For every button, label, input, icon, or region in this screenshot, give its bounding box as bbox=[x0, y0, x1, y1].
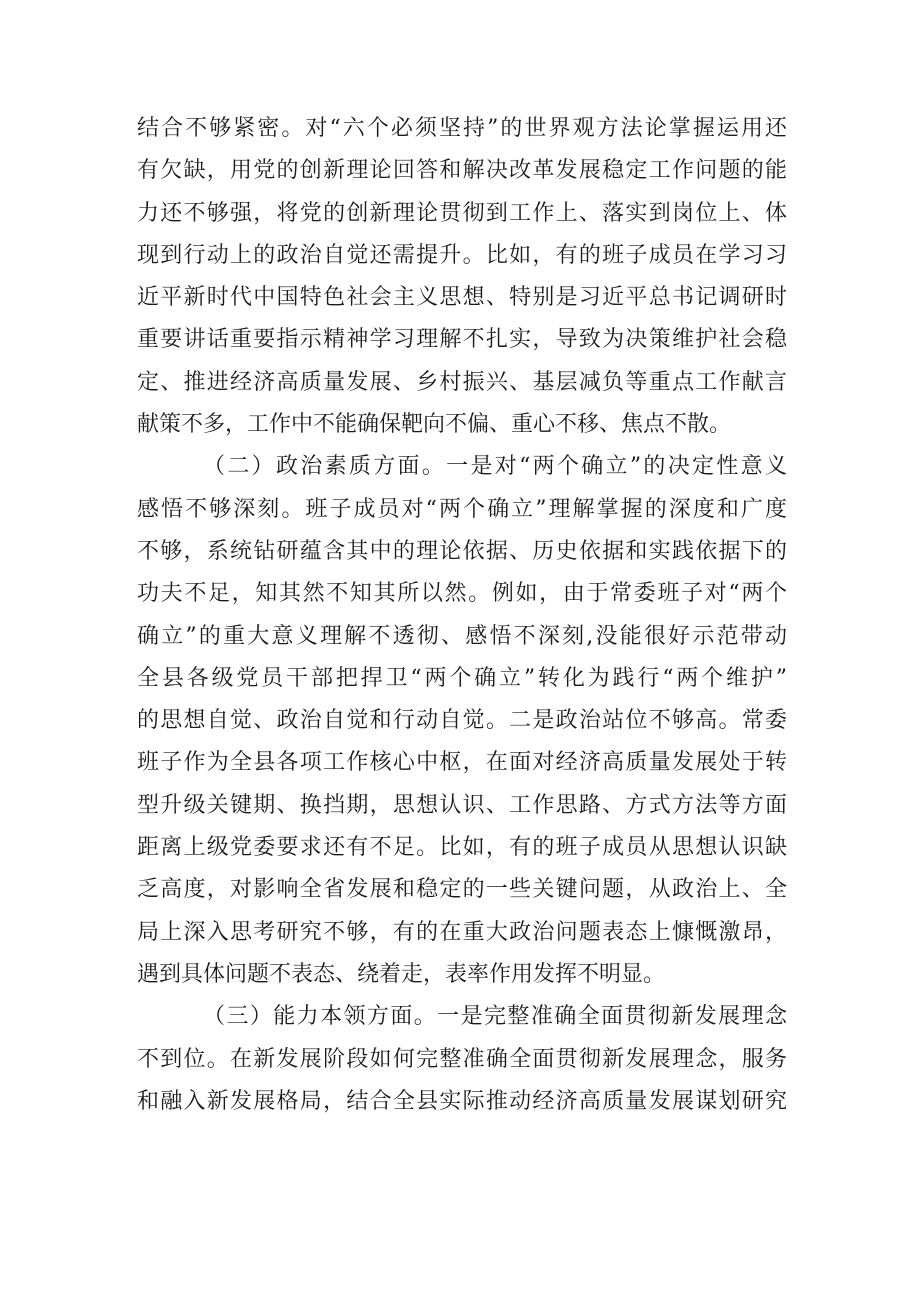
paragraph-line: 不够，系统钻研蕴含其中的理论依据、历史依据和实践依据下的 bbox=[137, 538, 787, 564]
paragraph-line: （二）政治素质方面。一是对“两个确立”的决定性意义 bbox=[203, 454, 787, 480]
paragraph-line: 力还不够强，将党的创新理论贯彻到工作上、落实到岗位上、体 bbox=[137, 200, 787, 226]
paragraph-line: （三）能力本领方面。一是完整准确全面贯彻新发展理念 bbox=[203, 1004, 787, 1030]
paragraph-line: 不到位。在新发展阶段如何完整准确全面贯彻新发展理念，服务 bbox=[137, 1046, 787, 1072]
paragraph-1 bbox=[137, 108, 787, 446]
paragraph-line: 结合不够紧密。对“六个必须坚持”的世界观方法论掌握运用还 bbox=[137, 116, 787, 141]
paragraph-3 bbox=[137, 996, 787, 1123]
document-body bbox=[137, 108, 787, 1123]
paragraph-2 bbox=[137, 446, 787, 996]
paragraph-line: 定、推进经济高质量发展、乡村振兴、基层减负等重点工作献言 bbox=[137, 369, 787, 395]
paragraph-line: 重要讲话重要指示精神学习理解不扎实，导致为决策维护社会稳 bbox=[137, 327, 787, 353]
paragraph-line: 有欠缺，用党的创新理论回答和解决改革发展稳定工作问题的能 bbox=[137, 158, 787, 184]
paragraph-line: 的思想自觉、政治自觉和行动自觉。二是政治站位不够高。常委 bbox=[137, 708, 787, 734]
paragraph-line: 确立”的重大意义理解不透彻、感悟不深刻,没能很好示范带动 bbox=[137, 623, 787, 649]
paragraph-line: 型升级关键期、换挡期，思想认识、工作思路、方式方法等方面 bbox=[137, 792, 787, 818]
paragraph-line: 遇到具体问题不表态、绕着走，表率作用发挥不明显。 bbox=[137, 961, 666, 987]
paragraph-line: 近平新时代中国特色社会主义思想、特别是习近平总书记调研时 bbox=[137, 285, 787, 311]
paragraph-line: 功夫不足，知其然不知其所以然。例如，由于常委班子对“两个 bbox=[137, 581, 787, 607]
paragraph-line: 和融入新发展格局，结合全县实际推动经济高质量发展谋划研究 bbox=[137, 1088, 787, 1114]
paragraph-line: 献策不多，工作中不能确保靶向不偏、重心不移、焦点不散。 bbox=[137, 412, 732, 438]
paragraph-line: 感悟不够深刻。班子成员对“两个确立”理解掌握的深度和广度 bbox=[137, 496, 787, 522]
paragraph-line: 班子作为全县各项工作核心中枢，在面对经济高质量发展处于转 bbox=[137, 750, 787, 776]
paragraph-line: 乏高度，对影响全省发展和稳定的一些关键问题，从政治上、全 bbox=[137, 877, 787, 903]
paragraph-line: 距离上级党委要求还有不足。比如，有的班子成员从思想认识缺 bbox=[137, 835, 787, 861]
paragraph-line: 现到行动上的政治自觉还需提升。比如，有的班子成员在学习习 bbox=[137, 242, 787, 268]
paragraph-line: 全县各级党员干部把捍卫“两个确立”转化为践行“两个维护” bbox=[137, 665, 787, 691]
paragraph-line: 局上深入思考研究不够，有的在重大政治问题表态上慷慨激昂， bbox=[137, 919, 787, 945]
